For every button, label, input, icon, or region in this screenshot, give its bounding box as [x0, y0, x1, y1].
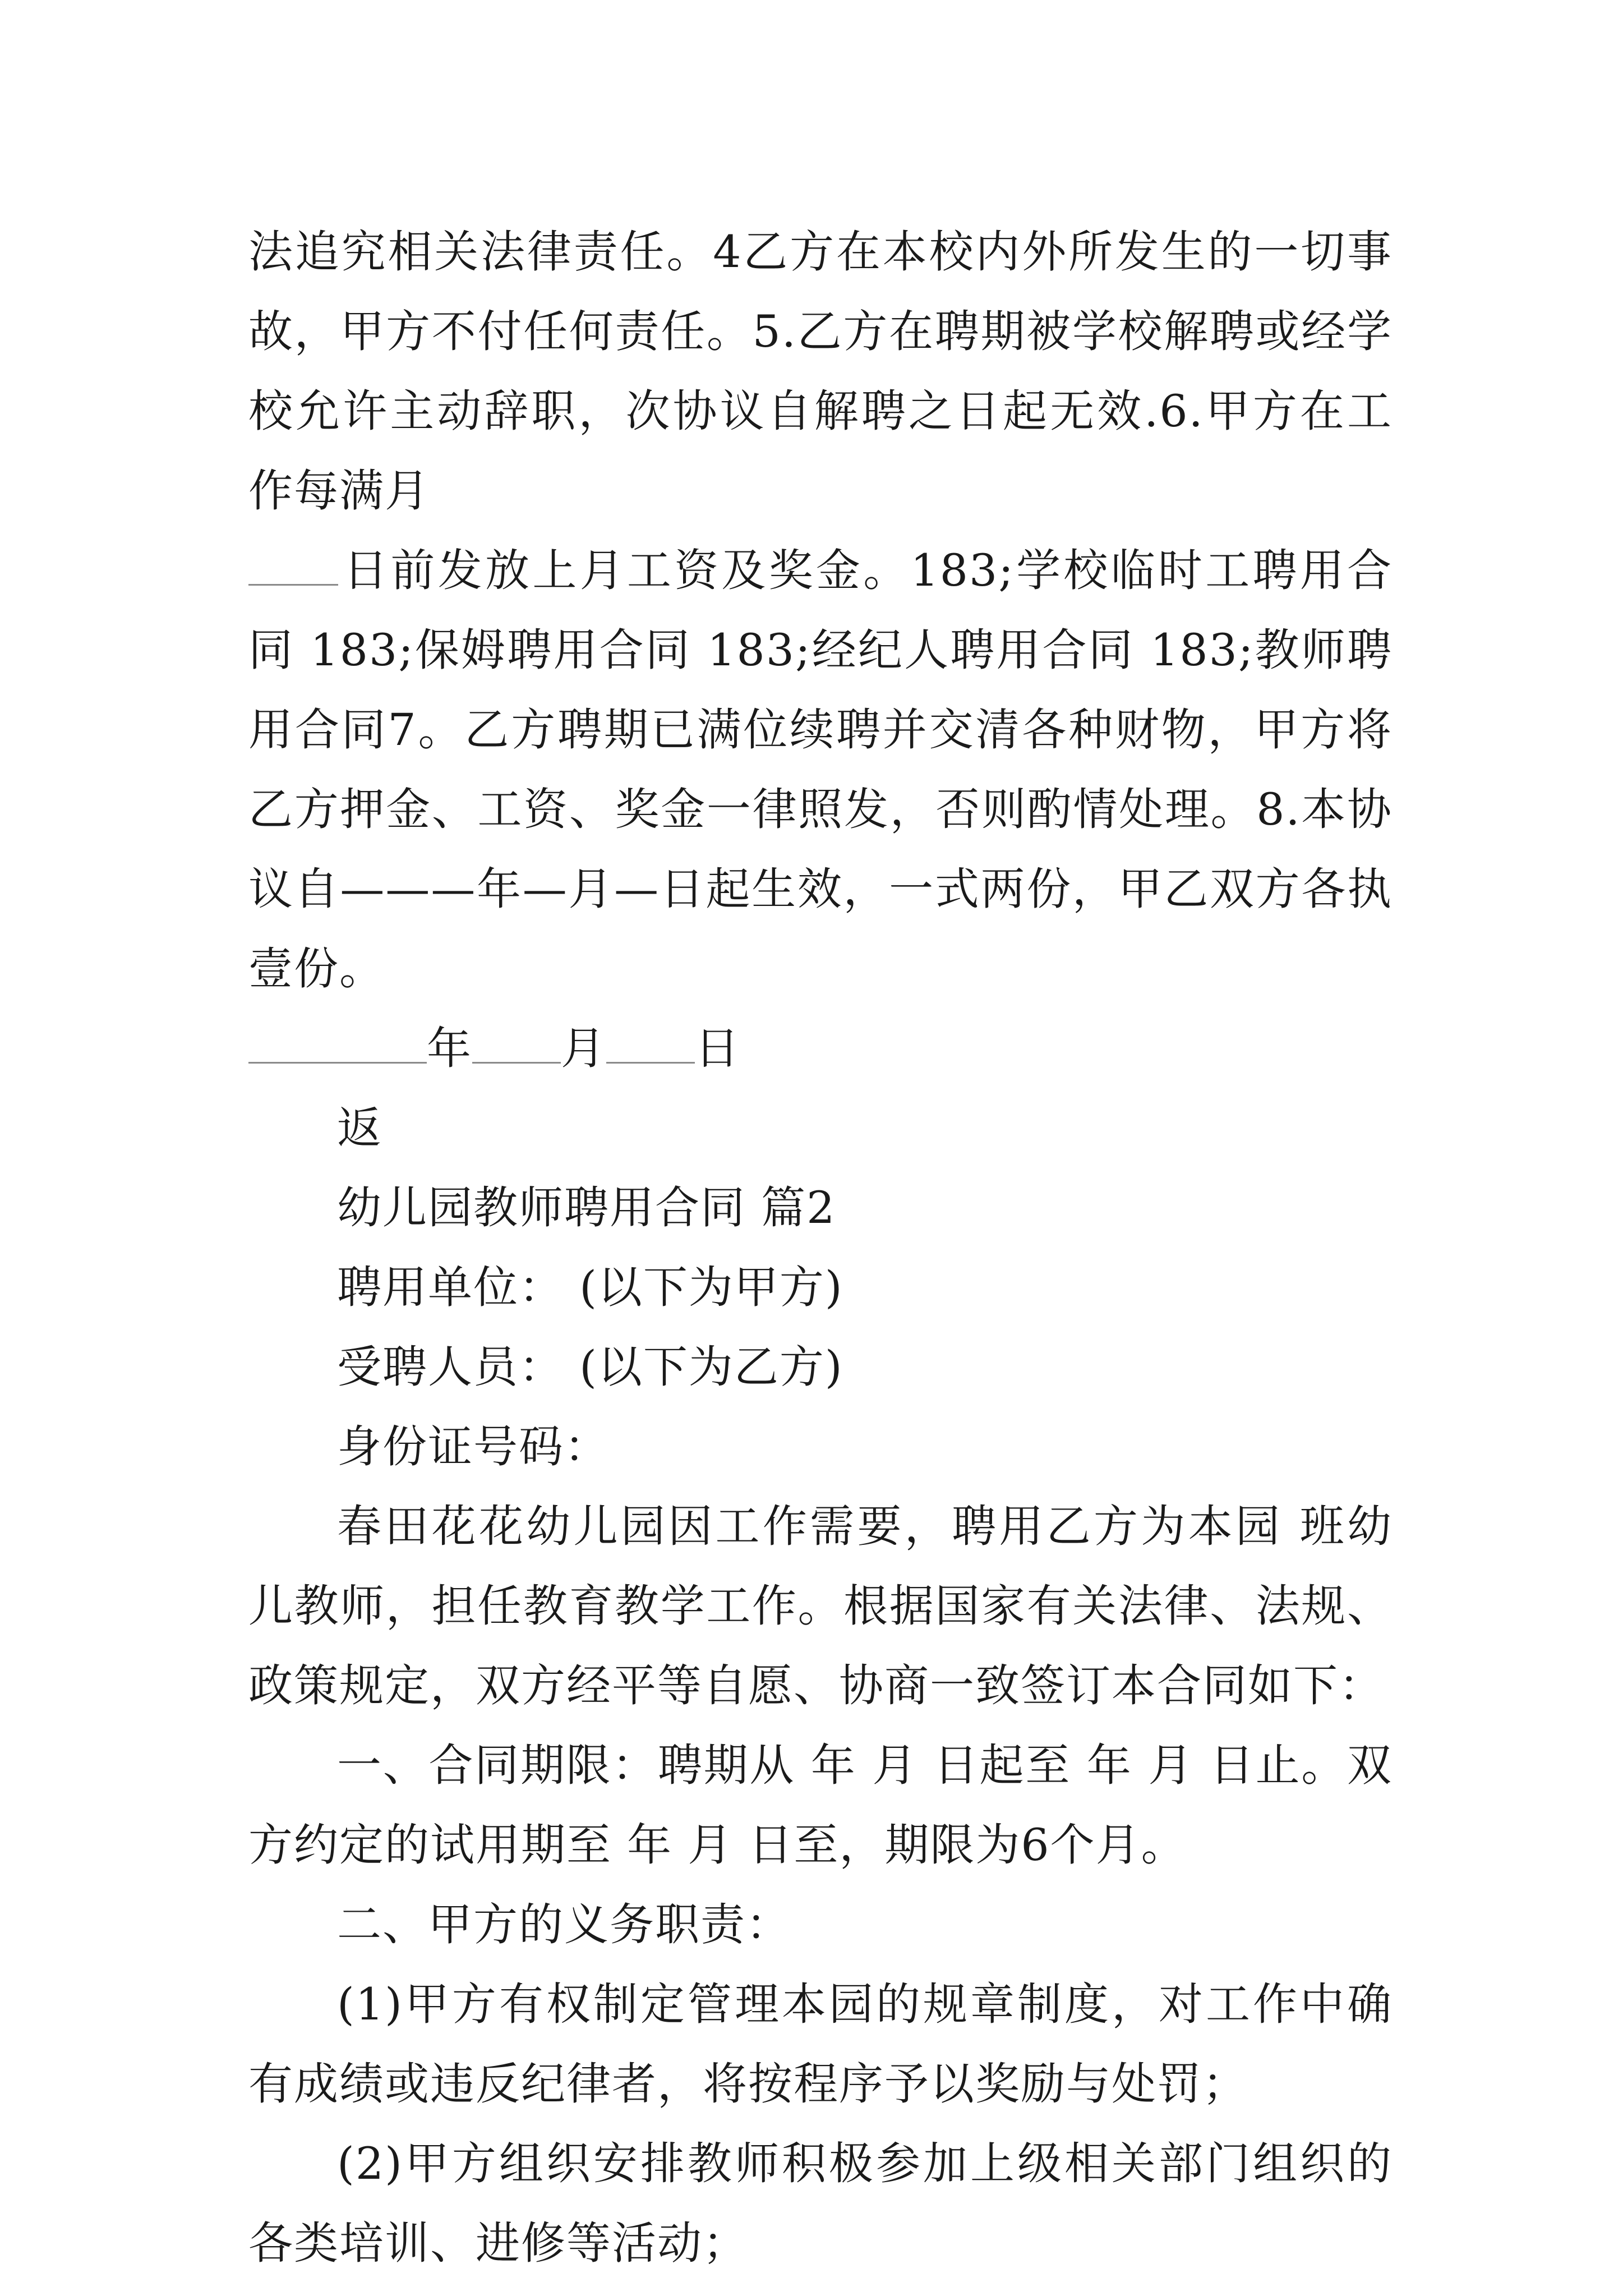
duty-item-1: (1)甲方有权制定管理本园的规章制度，对工作中确有成绩或违反纪律者，将按程序予以奖励与处罚； — [248, 1978, 1393, 2110]
continuation-text-2: 日前发放上月工资及奖金。183;学校临时工聘用合同 183;保姆聘用合同 183;经纪人聘用合同 183;教师聘用合同7。乙方聘期已满位续聘并交清各种财物，甲方将乙方押金、工资、奖金一律照发，否则酌情处理。8.本协议自———年—月—日起生效，一式两份，甲乙双方各执壹份。 — [248, 545, 1393, 995]
date-month-label: 月 — [561, 1023, 606, 1074]
continuation-paragraph — [248, 212, 1393, 1009]
date-day-label: 日 — [695, 1023, 740, 1074]
contract-title: 幼儿园教师聘用合同 篇2 — [337, 1182, 836, 1234]
blank-line — [248, 548, 338, 586]
id-number-line: 身份证号码： — [337, 1421, 610, 1473]
return-text: 返 — [337, 1102, 382, 1154]
section-contract-term: 一、合同期限：聘期从 年 月 日起至 年 月 日止。双方约定的试用期至 年 月 日至，期限为6个月。 — [248, 1740, 1393, 1871]
employer-line: 聘用单位： (以下为甲方) — [337, 1262, 843, 1313]
section-employer-duties-heading: 二、甲方的义务职责： — [337, 1899, 791, 1950]
date-year-label: 年 — [427, 1023, 472, 1074]
year-blank — [248, 1026, 427, 1064]
document-body — [248, 212, 1393, 2283]
duty-item-2: (2)甲方组织安排教师积极参加上级相关部门组织的各类培训、进修等活动； — [248, 2138, 1393, 2269]
employee-line: 受聘人员： (以下为乙方) — [337, 1341, 843, 1393]
continuation-text: 法追究相关法律责任。4乙方在本校内外所发生的一切事故，甲方不付任何责任。5.乙方在聘期被学校解聘或经学校允许主动辞职，次协议自解聘之日起无效.6.甲方在工作每满月 — [248, 226, 1393, 517]
month-blank — [472, 1026, 561, 1064]
intro-paragraph: 春田花花幼儿园因工作需要，聘用乙方为本园 班幼儿教师，担任教育教学工作。根据国家有关法律、法规、政策规定，双方经平等自愿、协商一致签订本合同如下： — [248, 1501, 1393, 1711]
day-blank — [606, 1026, 695, 1064]
date-line — [248, 1009, 1393, 1088]
